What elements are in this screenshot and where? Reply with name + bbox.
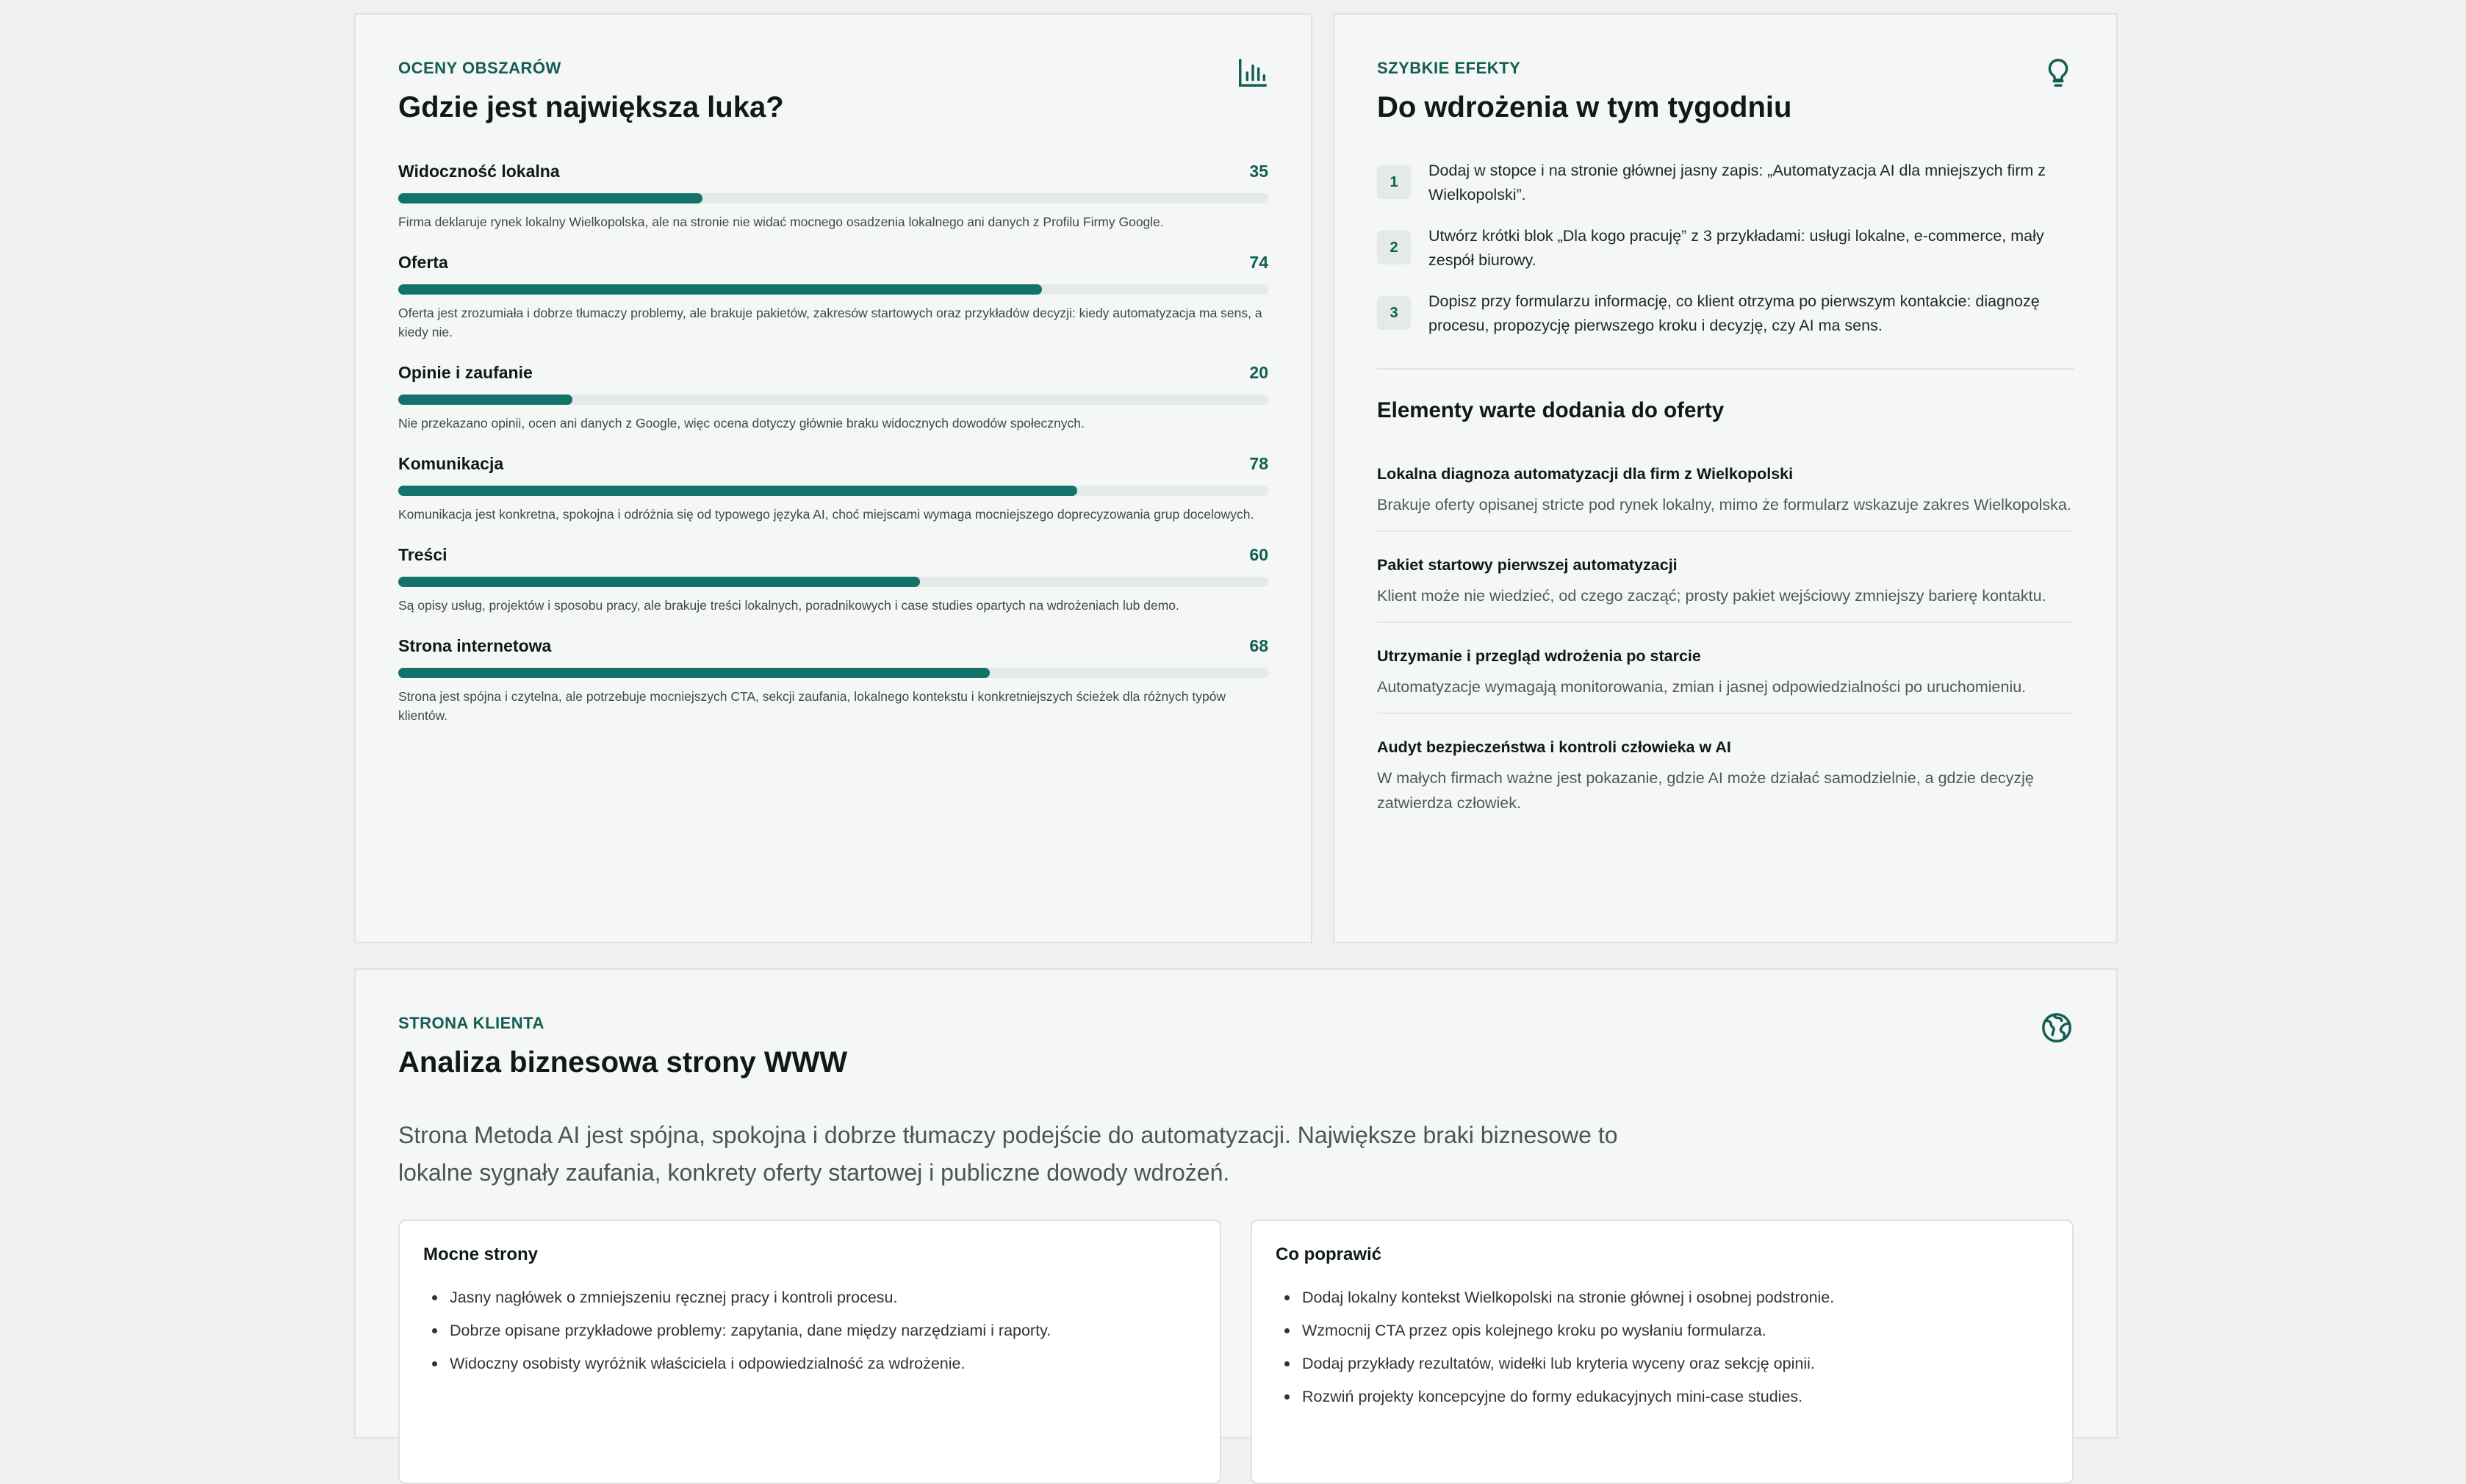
offer-list [1377,463,2074,851]
offer-name: Lokalna diagnoza automatyzacji dla firm z Wielkopolski [1377,465,1794,483]
score-description: Nie przekazano opinii, ocen ani danych z Google, więc ocena dotyczy głównie braku widocznych dowodów społecznych. [398,416,1085,431]
scores-eyebrow: OCENY OBSZARÓW [398,59,561,77]
quick-title: Do wdrożenia w tym tygodniu [1377,91,1792,123]
globe-icon [2040,1011,2074,1045]
score-description: Firma deklaruje rynek lokalny Wielkopolska, ale na stronie nie widać mocnego osadzenia lokalnego ani danych z Profilu Firmy Google. [398,215,1164,229]
score-value: 60 [1249,544,1268,564]
score-header [398,541,1268,568]
score-name: Strona internetowa [398,635,552,655]
step-number-badge: 3 [1377,296,1411,330]
lightbulb-icon [2041,56,2075,90]
score-name: Treści [398,544,447,564]
score-value: 78 [1249,453,1268,473]
score-bar-track [398,577,1268,587]
offer-section-title: Elementy warte dodania do oferty [1377,398,1725,422]
score-value: 68 [1249,635,1268,655]
offer-item [1377,463,2074,532]
offer-name: Utrzymanie i przegląd wdrożenia po starcie [1377,647,1701,665]
analysis-title: Analiza biznesowa strony WWW [398,1046,848,1078]
offer-name: Pakiet startowy pierwszej automatyzacji [1377,556,1678,574]
score-item [398,359,1268,433]
analysis-summary: Strona Metoda AI jest spójna, spokojna i dobrze tłumaczy podejście do automatyzacji. Największe braki biznesowe to lokalne sygnały zaufania, konkrety oferty startowej i publiczne dowody wdrożeń. [398,1122,1618,1186]
score-bar-fill [398,577,920,587]
score-header [398,450,1268,477]
improvements-panel [1251,1220,2074,1484]
improvements-title: Co poprawić [1276,1245,1382,1264]
score-description: Strona jest spójna i czytelna, ale potrzebuje mocniejszych CTA, sekcji zaufania, lokalnego kontekstu i konkretniejszych ścieżek dla różnych typów klientów. [398,689,1226,723]
quick-eyebrow: SZYBKIE EFEKTY [1377,59,1521,77]
bar-chart-icon [1236,56,1270,90]
bullet-item: Dodaj lokalny kontekst Wielkopolski na stronie głównej i osobnej podstronie. [1276,1281,1834,1314]
quick-step [1377,289,2074,338]
step-list [1377,158,2074,354]
score-name: Opinie i zaufanie [398,362,533,382]
score-bar-fill [398,486,1077,496]
offer-item [1377,645,2074,714]
score-bar-track [398,395,1268,405]
score-list [398,158,1268,743]
website-analysis-card [354,968,2118,1438]
score-bar-track [398,193,1268,203]
offer-name: Audyt bezpieczeństwa i kontroli człowieka w AI [1377,738,1731,756]
offer-description: Automatyzacje wymagają monitorowania, zmian i jasnej odpowiedzialności po uruchomieniu. [1377,678,2027,696]
offer-item [1377,554,2074,623]
score-header [398,633,1268,659]
score-bar-fill [398,284,1042,295]
strengths-list [423,1281,1051,1380]
score-item [398,158,1268,231]
step-text: Dopisz przy formularzu informację, co klient otrzyma po pierwszym kontakcie: diagnozę procesu, propozycję pierwszego kroku i decyzję, czy AI ma sens. [1428,292,2040,334]
scores-title: Gdzie jest największa luka? [398,91,784,123]
strengths-title: Mocne strony [423,1245,539,1264]
bullet-item: Dodaj przykłady rezultatów, widełki lub kryteria wyceny oraz sekcję opinii. [1276,1347,1834,1380]
score-header [398,158,1268,184]
score-name: Widoczność lokalna [398,161,560,181]
score-name: Oferta [398,252,448,272]
step-text: Utwórz krótki blok „Dla kogo pracuję” z 3 przykładami: usługi lokalne, e-commerce, mały zespół biurowy. [1428,227,2044,269]
score-item [398,249,1268,342]
score-bar-fill [398,395,572,405]
score-header [398,359,1268,386]
score-bar-track [398,668,1268,678]
bullet-item: Wzmocnij CTA przez opis kolejnego kroku po wysłaniu formularza. [1276,1314,1834,1347]
bullet-item: Rozwiń projekty koncepcyjne do formy edukacyjnych mini-case studies. [1276,1380,1834,1413]
score-description: Oferta jest zrozumiała i dobrze tłumaczy problemy, ale brakuje pakietów, zakresów startowych oraz przykładów decyzji: kiedy automatyzacja ma sens, a kiedy nie. [398,306,1262,339]
score-bar-fill [398,193,702,203]
score-bar-fill [398,668,990,678]
bullet-item: Jasny nagłówek o zmniejszeniu ręcznej pracy i kontroli procesu. [423,1281,1051,1314]
quick-step [1377,158,2074,207]
offer-item [1377,736,2074,829]
section-divider [1377,368,2074,370]
offer-description: Brakuje oferty opisanej stricte pod rynek lokalny, mimo że formularz wskazuje zakres Wielkopolska. [1377,496,2071,514]
step-number-badge: 1 [1377,165,1411,199]
score-item [398,450,1268,524]
score-name: Komunikacja [398,453,504,473]
offer-description: Klient może nie wiedzieć, od czego zacząć; prosty pakiet wejściowy zmniejszy barierę kontaktu. [1377,587,2046,605]
quick-step [1377,223,2074,273]
score-value: 35 [1249,161,1268,181]
score-bar-track [398,284,1268,295]
bullet-item: Dobrze opisane przykładowe problemy: zapytania, dane między narzędziami i raporty. [423,1314,1051,1347]
score-value: 74 [1249,252,1268,272]
strengths-panel [398,1220,1221,1484]
score-header [398,249,1268,275]
area-scores-card [354,13,1312,943]
step-text: Dodaj w stopce i na stronie głównej jasny zapis: „Automatyzacja AI dla mniejszych firm z Wielkopolski”. [1428,162,2046,203]
step-number-badge: 2 [1377,231,1411,264]
score-value: 20 [1249,362,1268,382]
bullet-item: Widoczny osobisty wyróżnik właściciela i odpowiedzialność za wdrożenie. [423,1347,1051,1380]
improvements-list [1276,1281,1834,1413]
score-description: Komunikacja jest konkretna, spokojna i odróżnia się od typowego języka AI, choć miejscami wymaga mocniejszego doprecyzowania grup docelowych. [398,507,1254,522]
quick-wins-card [1333,13,2118,943]
score-bar-track [398,486,1268,496]
offer-description: W małych firmach ważne jest pokazanie, gdzie AI może działać samodzielnie, a gdzie decyzję zatwierdza człowiek. [1377,769,2034,812]
score-item [398,541,1268,615]
score-item [398,633,1268,725]
analysis-eyebrow: STRONA KLIENTA [398,1014,544,1032]
score-description: Są opisy usług, projektów i sposobu pracy, ale brakuje treści lokalnych, poradnikowych i case studies opartych na wdrożeniach lub demo. [398,598,1179,613]
